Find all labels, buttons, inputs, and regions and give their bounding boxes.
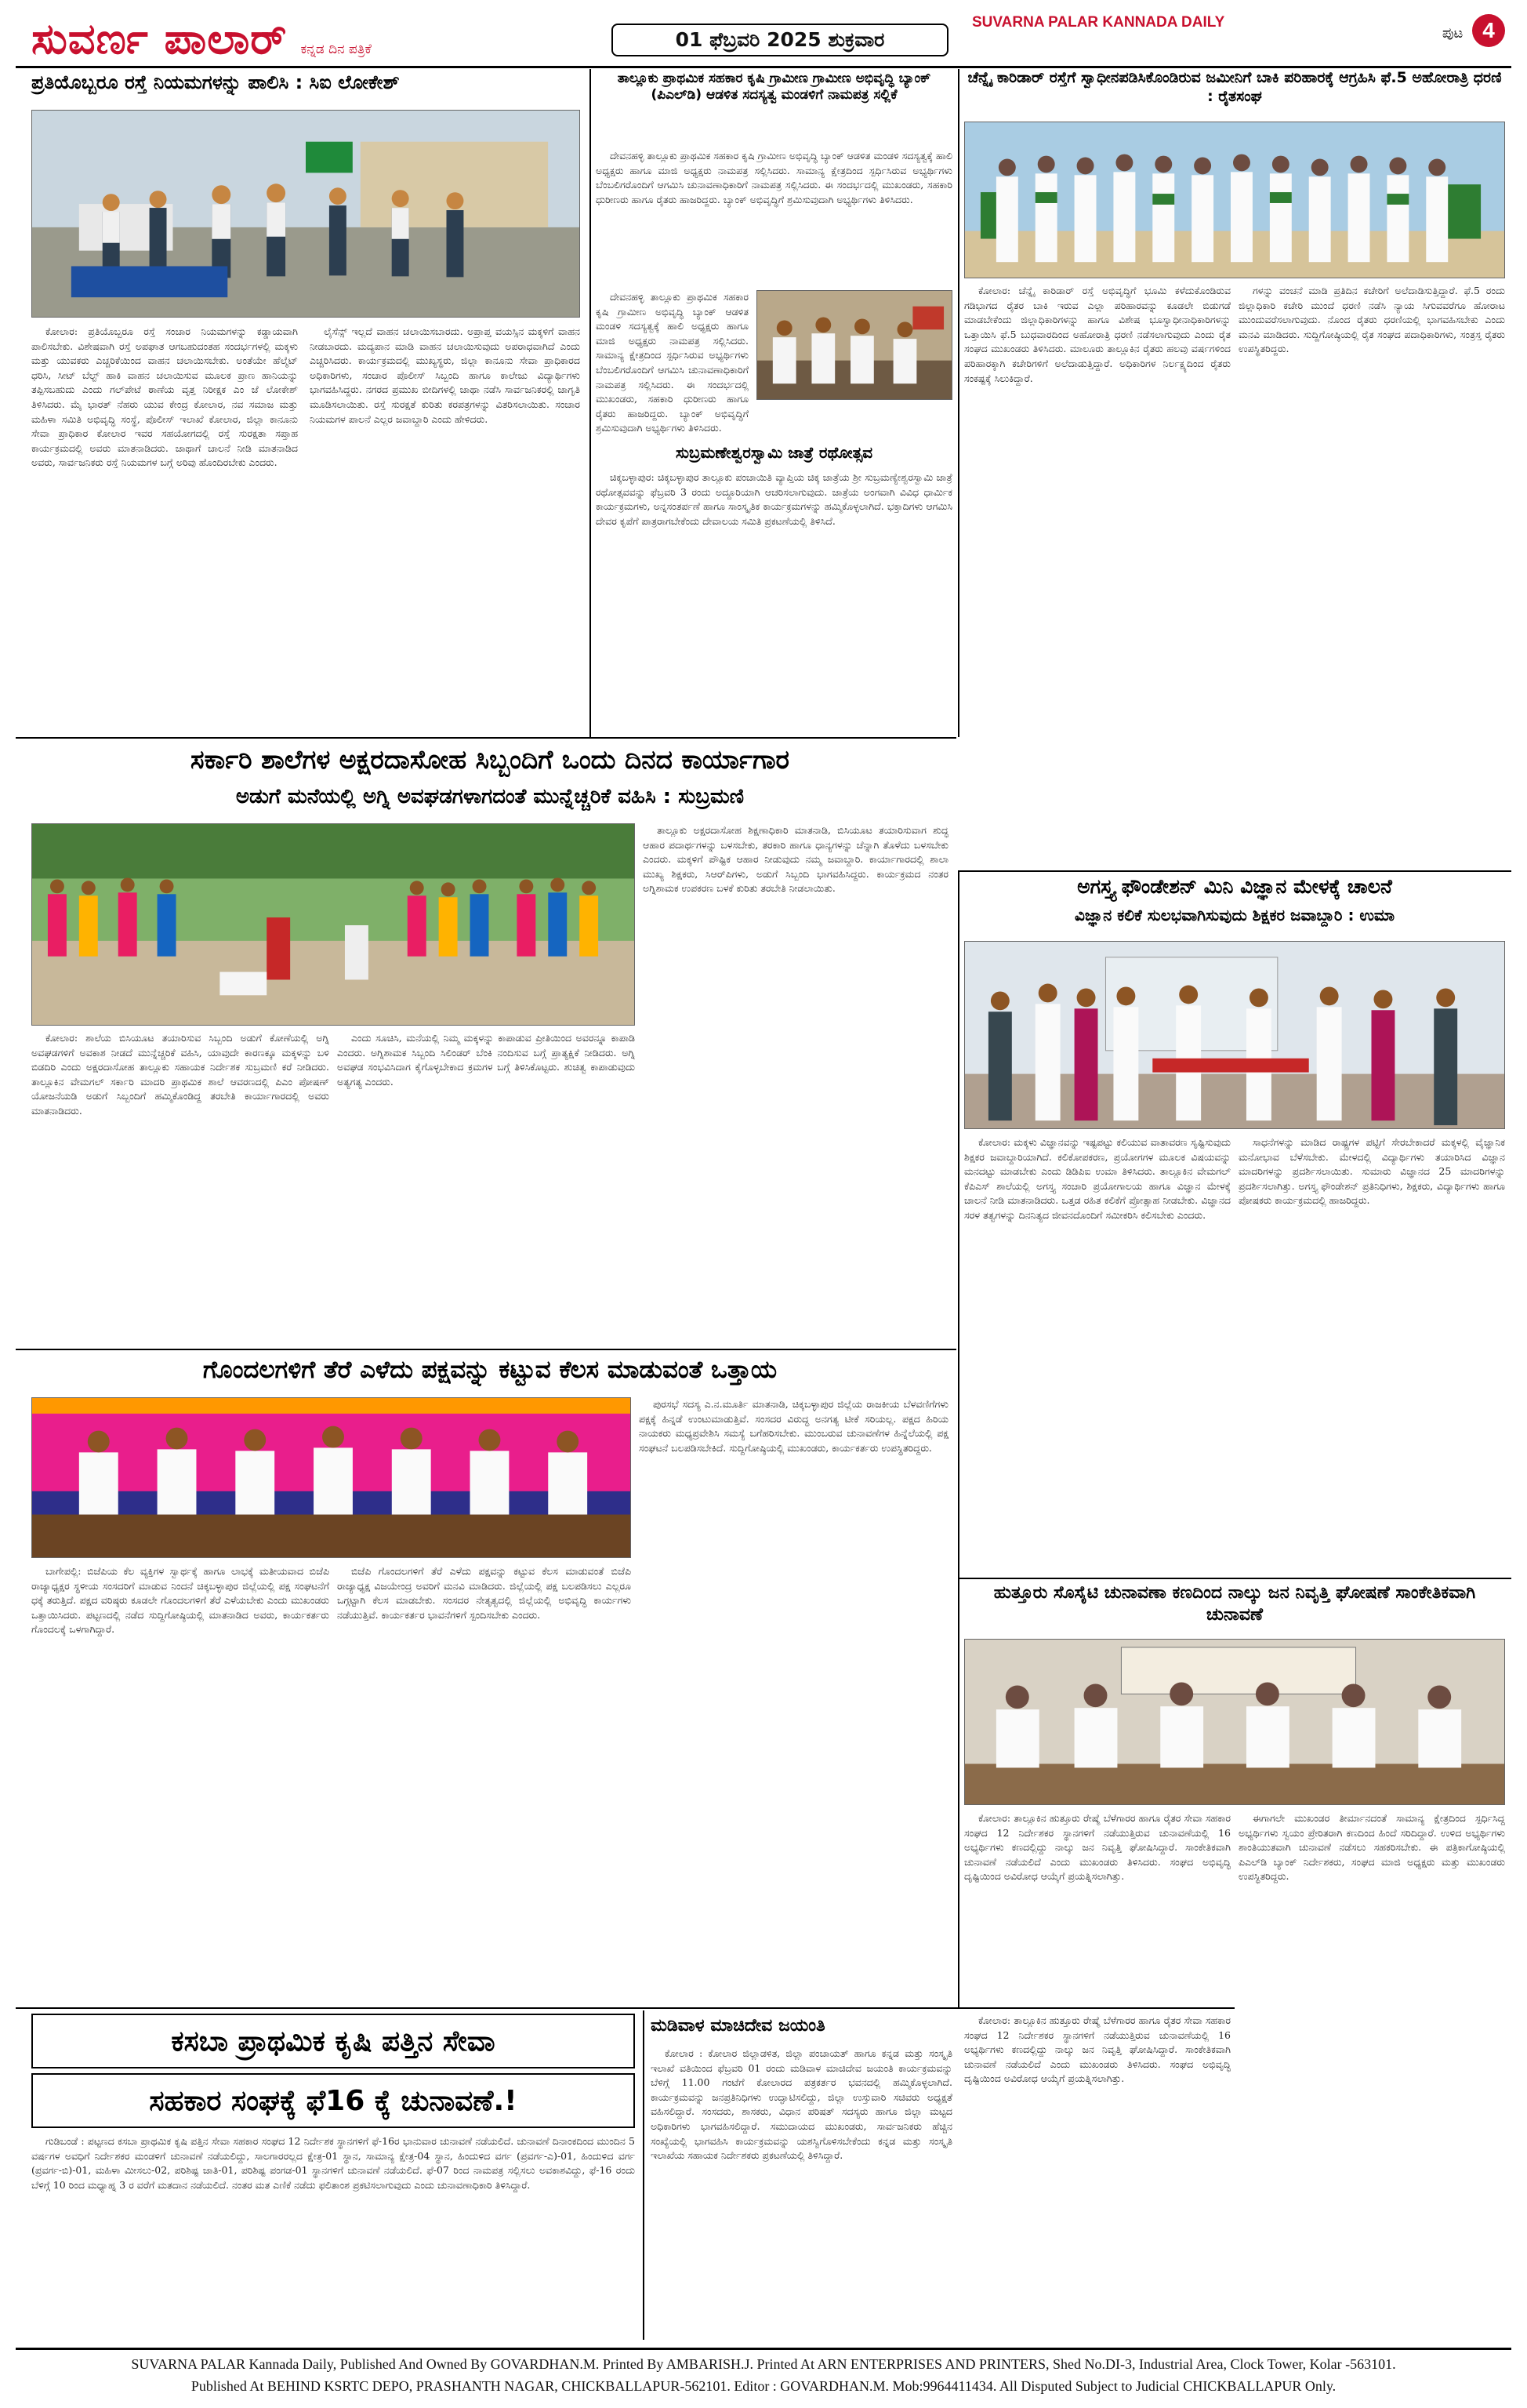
page-label: ಪುಟ: [1442, 25, 1464, 42]
bjp-paragraph: ಬಾಗೇಪಲ್ಲಿ: ಬಿಜೆಪಿಯ ಕೆಲ ವ್ಯಕ್ತಿಗಳ ಸ್ವಾರ್ಥಕ್ಕೆ ಹಾಗೂ ಲಾಭಕ್ಕೆ ಮತೀಯವಾದ ಬಿಜೆಪಿ ರಾಜ್ಯಾಧ್ಯಕ್ಷರ ಸ್ಥಳೀಯ ಸಂಸದರಿಗೆ ಮಾಡುವ ನಿಂದನೆ ಚಿಕ್ಕಬಳ್ಳಾಪುರ ಜಿಲ್ಲೆಯಲ್ಲಿ ಪಕ್ಷ ಸಂಘಟನೆಗೆ ಧಕ್ಕೆ ತರುತ್ತಿದೆ. ಪಕ್ಷದ ವರಿಷ್ಠರು ಕೂಡಲೇ ಗೊಂದಲಗಳಿಗೆ ತೆರೆ ಎಳೆಯಬೇಕು ಎಂದು ಮುಖಂಡರು ಒತ್ತಾಯಿಸಿದರು. ಪಟ್ಟಣದಲ್ಲಿ ನಡೆದ ಸುದ್ದಿಗೋಷ್ಠಿಯಲ್ಲಿ ಮಾತನಾಡಿದ ಅವರು, ಕಾರ್ಯಕರ್ತರು ಗೊಂದಲಕ್ಕೆ ಒಳಗಾಗಿದ್ದಾರೆ.: [31, 1565, 329, 1636]
imprint-footer: [16, 2348, 1511, 2399]
agastya-paragraph: ಸಾಧನೆಗಳನ್ನು ಮಾಡಿದ ರಾಷ್ಟ್ರಗಳ ಪಟ್ಟಿಗೆ ಸೇರಬೇಕಾದರೆ ಮಕ್ಕಳಲ್ಲಿ ವೈಜ್ಞಾನಿಕ ಮನೋಭಾವ ಬೆಳೆಸಬೇಕು. ಮೇಳದಲ್ಲಿ ವಿದ್ಯಾರ್ಥಿಗಳು ತಯಾರಿಸಿದ ವಿಜ್ಞಾನ ಮಾದರಿಗಳನ್ನು ಪ್ರದರ್ಶಿಸಲಾಯಿತು. ಸುಮಾರು ವಿಜ್ಞಾನದ 25 ಮಾದರಿಗಳನ್ನು ಪ್ರದರ್ಶಿಸಲಾಗಿತ್ತು. ಅಗಸ್ತ್ಯ ಫೌಂಡೇಶನ್ ಪ್ರತಿನಿಧಿಗಳು, ಶಿಕ್ಷಕರು, ವಿದ್ಯಾರ್ಥಿಗಳು ಹಾಗೂ ಪೋಷಕರು ಕಾರ್ಯಕ್ರಮದಲ್ಲಿ ಹಾಜರಿದ್ದರು.: [1239, 1136, 1505, 1207]
farmers-photo: [964, 122, 1505, 278]
masthead-right: [972, 14, 1505, 61]
farmers-paragraph: ಗಳನ್ನು ವಂಚನೆ ಮಾಡಿ ಪ್ರತಿದಿನ ಕಚೇರಿಗೆ ಅಲೆದಾಡಿಸುತ್ತಿದ್ದಾರೆ. ಫೆ.5 ರಂದು ಜಿಲ್ಲಾಧಿಕಾರಿ ಕಚೇರಿ ಮುಂದೆ ಧರಣಿ ನಡೆಸಿ ನ್ಯಾಯ ಸಿಗುವವರೆಗೂ ಹೋರಾಟ ಮುಂದುವರೆಸಲಾಗುವುದು. ನೊಂದ ರೈತರು ಧರಣಿಯಲ್ಲಿ ಭಾಗವಹಿಸಬೇಕು ಎಂದು ಮನವಿ ಮಾಡಿದರು. ಸುದ್ದಿಗೋಷ್ಠಿಯಲ್ಲಿ ರೈತ ಸಂಘದ ಪದಾಧಿಕಾರಿಗಳು, ಸಂತ್ರಸ್ತ ರೈತರು ಉಪಸ್ಥಿತರಿದ್ದರು.: [1239, 285, 1505, 355]
agastya-subheadline: ವಿಜ್ಞಾನ ಕಲಿಕೆ ಸುಲಭವಾಗಿಸುವುದು ಶಿಕ್ಷಕರ ಜವಾಬ್ದಾರಿ : ಉಮಾ: [1074, 906, 1395, 924]
police-paragraph: ಲೈಸೆನ್ಸ್ ಇಲ್ಲದೆ ವಾಹನ ಚಲಾಯಿಸಬಾರದು. ಅಪ್ರಾಪ್ತ ವಯಸ್ಸಿನ ಮಕ್ಕಳಿಗೆ ವಾಹನ ನೀಡಬಾರದು. ಮದ್ಯಪಾನ ಮಾಡಿ ವಾಹನ ಚಲಾಯಿಸುವುದು ಅಪರಾಧವಾಗಿದೆ ಎಂದು ಎಚ್ಚರಿಸಿದರು. ಕಾರ್ಯಕ್ರಮದಲ್ಲಿ ಮುಖ್ಯಸ್ಥರು, ಜಿಲ್ಲಾ ಕಾನೂನು ಸೇವಾ ಪ್ರಾಧಿಕಾರದ ಅಧಿಕಾರಿಗಳು, ಸಂಚಾರ ಪೊಲೀಸ್ ಸಿಬ್ಬಂದಿ ಹಾಗೂ ಕಾಲೇಜು ವಿದ್ಯಾರ್ಥಿಗಳು ಭಾಗವಹಿಸಿದ್ದರು. ನಗರದ ಪ್ರಮುಖ ಬೀದಿಗಳಲ್ಲಿ ಜಾಥಾ ನಡೆಸಿ ಸಾರ್ವಜನಿಕರಲ್ಲಿ ಜಾಗೃತಿ ಮೂಡಿಸಲಾಯಿತು. ರಸ್ತೆ ಸುರಕ್ಷತೆ ಕುರಿತು ಕರಪತ್ರಗಳನ್ನು ವಿತರಿಸಲಾಯಿತು. ಸಂಚಾರ ನಿಯಮಗಳ ಪಾಲನೆ ಎಲ್ಲರ ಜವಾಬ್ದಾರಿ ಎಂದು ಹೇಳಿದರು.: [310, 325, 580, 425]
farmers-photo-illustration: [965, 122, 1504, 278]
agastya-photo-illustration: [965, 942, 1504, 1128]
column-divider: [643, 2010, 644, 2340]
imprint-line-1: SUVARNA PALAR Kannada Daily, Published And Owned By GOVARDHAN.M. Printed By AMBARISH.J. Printed At ARN ENTERPRISES AND PRINTERS, Shed No.DI-3, Industrial Area, Clock Tower, Kolar -563101.: [131, 2356, 1396, 2372]
page-indicator: [1442, 14, 1505, 47]
coop-headline: ತಾಲ್ಲೂಕು ಪ್ರಾಥಮಿಕ ಸಹಕಾರ ಕೃಷಿ ಗ್ರಾಮೀಣ ಗ್ರಾಮೀಣ ಅಭಿವೃದ್ಧಿ ಬ್ಯಾಂಕ್ (ಪಿಎಲ್‌ಡಿ) ಆಡಳಿತ ಸದಸ್ಯತ್ವ ಮಂಡಳಿಗೆ ನಾಮಪತ್ರ ಸಲ್ಲಿಕೆ: [617, 71, 931, 104]
school-subheadline: ಅಡುಗೆ ಮನೆಯಲ್ಲಿ ಅಗ್ನಿ ಅವಘಡಗಳಾಗದಂತೆ ಮುನ್ನೆಚ್ಚರಿಕೆ ವಹಿಸಿ : ಸುಬ್ರಮಣಿ: [235, 785, 745, 808]
coop-photo: [756, 290, 952, 400]
kasaba-subheadline: ಸಹಕಾರ ಸಂಘಕ್ಕೆ ಫೆ16 ಕ್ಕೆ ಚುನಾವಣೆ.!: [31, 2073, 635, 2128]
police-body-col2: [310, 325, 580, 732]
coop-paragraph: ದೇವನಹಳ್ಳಿ ತಾಲ್ಲೂಕು ಪ್ರಾಥಮಿಕ ಸಹಕಾರ ಕೃಷಿ ಗ್ರಾಮೀಣ ಅಭಿವೃದ್ಧಿ ಬ್ಯಾಂಕ್ ಆಡಳಿತ ಮಂಡಳಿ ಸದಸ್ಯತ್ವಕ್ಕೆ ಹಾಲಿ ಅಧ್ಯಕ್ಷರು ಹಾಗೂ ಮಾಜಿ ಅಧ್ಯಕ್ಷರು ನಾಮಪತ್ರ ಸಲ್ಲಿಸಿದರು. ಸಾಮಾನ್ಯ ಕ್ಷೇತ್ರದಿಂದ ಸ್ಪರ್ಧಿಸಿರುವ ಅಭ್ಯರ್ಥಿಗಳು ಬೆಂಬಲಿಗರೊಂದಿಗೆ ಆಗಮಿಸಿ ಚುನಾವಣಾಧಿಕಾರಿಗೆ ನಾಮಪತ್ರ ಸಲ್ಲಿಸಿದರು. ಈ ಸಂದರ್ಭದಲ್ಲಿ ಮುಖಂಡರು, ಸಹಕಾರಿ ಧುರೀಣರು ಹಾಗೂ ರೈತರು ಹಾಜರಿದ್ದರು. ಬ್ಯಾಂಕ್ ಅಭಿವೃದ್ಧಿಗೆ ಶ್ರಮಿಸುವುದಾಗಿ ಅಭ್ಯರ್ಥಿಗಳು ತಿಳಿಸಿದರು.: [596, 150, 952, 205]
masthead-rule: [16, 66, 1511, 68]
bjp-body-col2: [337, 1564, 631, 2001]
hutturu-photo-illustration: [965, 1640, 1504, 1804]
paper-english-name: SUVARNA PALAR KANNADA DAILY: [972, 14, 1225, 31]
farmers-headline: ಚೆನ್ನೈ ಕಾರಿಡಾರ್ ರಸ್ತೆಗೆ ಸ್ವಾಧೀನಪಡಿಸಿಕೊಂಡಿರುವ ಜಮೀನಿಗೆ ಬಾಕಿ ಪರಿಹಾರಕ್ಕೆ ಆಗ್ರಹಿಸಿ ಫೆ.5 ಅಹೋರಾತ್ರಿ ಧರಣಿ : ರೈತಸಂಘ: [967, 69, 1502, 105]
paper-tagline: ಕನ್ನಡ ದಿನ ಪತ್ರಿಕೆ: [300, 42, 372, 57]
farmers-paragraph: ಕೋಲಾರ: ಚೆನ್ನೈ ಕಾರಿಡಾರ್ ರಸ್ತೆ ಅಭಿವೃದ್ಧಿಗೆ ಭೂಮಿ ಕಳೆದುಕೊಂಡಿರುವ ಗಡಿಭಾಗದ ರೈತರ ಬಾಕಿ ಇರುವ ಎಲ್ಲಾ ಪರಿಹಾರವನ್ನು ಕೂಡಲೇ ಬಿಡುಗಡೆ ಮಾಡಬೇಕೆಂದು ಜಿಲ್ಲಾಧಿಕಾರಿಗಳನ್ನು ಹಾಗೂ ವಿಶೇಷ ಭೂಸ್ವಾಧೀನಾಧಿಕಾರಿಗಳನ್ನು ಒತ್ತಾಯಿಸಿ ಫೆ.5 ಬುಧವಾರದಿಂದ ಅಹೋರಾತ್ರಿ ಧರಣಿ ನಡೆಸಲಾಗುವುದು ಎಂದು ರೈತ ಸಂಘದ ಮುಖಂಡರು ತಿಳಿಸಿದರು. ಮಾಲೂರು ತಾಲ್ಲೂಕಿನ ರೈತರು ಹಲವು ವರ್ಷಗಳಿಂದ ಪರಿಹಾರಕ್ಕಾಗಿ ಕಚೇರಿಗಳಿಗೆ ಅಲೆದಾಡುತ್ತಿದ್ದಾರೆ. ಅಧಿಕಾರಿಗಳ ನಿರ್ಲಕ್ಷ್ಯದಿಂದ ರೈತರು ಸಂಕಷ್ಟಕ್ಕೆ ಸಿಲುಕಿದ್ದಾರೆ.: [964, 285, 1231, 384]
madivala-body: [651, 2047, 952, 2341]
farmers-body-col1: [964, 284, 1231, 735]
bjp-photo: [31, 1397, 631, 1558]
hutturu-body-col1: [964, 1811, 1231, 2003]
school-body-col1: [31, 1031, 329, 1345]
temple-paragraph: ಚಿಕ್ಕಬಳ್ಳಾಪುರ: ಚಿಕ್ಕಬಳ್ಳಾಪುರ ತಾಲ್ಲೂಕು ಪಂಚಾಯಿತಿ ವ್ಯಾಪ್ತಿಯ ಚಿಕ್ಕ ಜಾತ್ರೆಯ ಶ್ರೀ ಸುಬ್ರಮಣ್ಯೇಶ್ವರಸ್ವಾಮಿ ಜಾತ್ರೆ ರಥೋತ್ಸವವನ್ನು ಫೆಬ್ರವರಿ 3 ರಂದು ಅದ್ದೂರಿಯಾಗಿ ಆಚರಿಸಲಾಗುವುದು. ಜಾತ್ರೆಯ ಅಂಗವಾಗಿ ವಿವಿಧ ಧಾರ್ಮಿಕ ಕಾರ್ಯಕ್ರಮಗಳು, ಅನ್ನಸಂತರ್ಪಣೆ ಹಾಗೂ ಸಾಂಸ್ಕೃತಿಕ ಕಾರ್ಯಕ್ರಮಗಳನ್ನು ಹಮ್ಮಿಕೊಳ್ಳಲಾಗಿದೆ. ಭಕ್ತಾದಿಗಳು ಆಗಮಿಸಿ ದೇವರ ಕೃಪೆಗೆ ಪಾತ್ರರಾಗಬೇಕೆಂದು ದೇವಾಲಯ ಸಮಿತಿ ಪ್ರಕಟಣೆಯಲ್ಲಿ ತಿಳಿಸಿದೆ.: [596, 471, 952, 527]
hutturu-body-col1-cont: [964, 2014, 1231, 2339]
hutturu-paragraph: ಕೋಲಾರ: ತಾಲ್ಲೂಕಿನ ಹುತ್ತೂರು ರೇಷ್ಮೆ ಬೆಳೆಗಾರರ ಹಾಗೂ ರೈತರ ಸೇವಾ ಸಹಕಾರ ಸಂಘದ 12 ನಿರ್ದೇಶಕರ ಸ್ಥಾನಗಳಿಗೆ ನಡೆಯುತ್ತಿರುವ ಚುನಾವಣೆಯಲ್ಲಿ 16 ಅಭ್ಯರ್ಥಿಗಳು ಕಣದಲ್ಲಿದ್ದು ನಾಲ್ಕು ಜನ ನಿವೃತ್ತಿ ಘೋಷಿಸಿದ್ದಾರೆ. ಸಾಂಕೇತಿಕವಾಗಿ ಚುನಾವಣೆ ನಡೆಯಲಿದೆ ಎಂದು ಮುಖಂಡರು ತಿಳಿಸಿದರು. ಸಂಘದ ಅಭಿವೃದ್ಧಿ ದೃಷ್ಟಿಯಿಂದ ಅವಿರೋಧ ಆಯ್ಕೆಗೆ ಪ್ರಯತ್ನಿಸಲಾಗಿತ್ತು.: [964, 2014, 1231, 2085]
agastya-body-col2: [1239, 1135, 1505, 1574]
hutturu-paragraph: ಈಗಾಗಲೇ ಮುಖಂಡರ ತೀರ್ಮಾನದಂತೆ ಸಾಮಾನ್ಯ ಕ್ಷೇತ್ರದಿಂದ ಸ್ಪರ್ಧಿಸಿದ್ದ ಅಭ್ಯರ್ಥಿಗಳು ಸ್ವಯಂ ಪ್ರೇರಿತರಾಗಿ ಕಣದಿಂದ ಹಿಂದೆ ಸರಿದಿದ್ದಾರೆ. ಉಳಿದ ಅಭ್ಯರ್ಥಿಗಳು ಶಾಂತಿಯುತವಾಗಿ ಚುನಾವಣೆ ನಡೆಸಲು ಸಹಕರಿಸಬೇಕು. ಈ ಪತ್ರಿಕಾಗೋಷ್ಠಿಯಲ್ಲಿ ಪಿಎಲ್‌ಡಿ ಬ್ಯಾಂಕ್ ನಿರ್ದೇಶಕರು, ಸಂಘದ ಮಾಜಿ ಅಧ್ಯಕ್ಷರು ಮತ್ತು ಮುಖಂಡರು ಉಪಸ್ಥಿತರಿದ್ದರು.: [1239, 1812, 1505, 1883]
school-paragraph: ಕೋಲಾರ: ಶಾಲೆಯ ಬಿಸಿಯೂಟ ತಯಾರಿಸುವ ಸಿಬ್ಬಂದಿ ಅಡುಗೆ ಕೋಣೆಯಲ್ಲಿ ಅಗ್ನಿ ಅವಘಡಗಳಿಗೆ ಅವಕಾಶ ನೀಡದೆ ಮುನ್ನೆಚ್ಚರಿಕೆ ವಹಿಸಿ, ಯಾವುದೇ ಕಾರಣಕ್ಕೂ ಮಕ್ಕಳನ್ನು ಬಳಿ ಬಿಡದಿರಿ ಎಂದು ಅಕ್ಷರದಾಸೋಹ ತಾಲ್ಲೂಕು ಸಹಾಯಕ ನಿರ್ದೇಶಕ ಸುಬ್ರಮಣಿ ಕರೆ ನೀಡಿದರು. ತಾಲ್ಲೂಕಿನ ವೇಮಗಲ್ ಸರ್ಕಾರಿ ಮಾದರಿ ಪ್ರಾಥಮಿಕ ಶಾಲೆ ಆವರಣದಲ್ಲಿ ಪಿಎಂ ಪೋಷಣ್ ಯೋಜನೆಯಡಿ ಅಡುಗೆ ಸಿಬ್ಬಂದಿಗೆ ಹಮ್ಮಿಕೊಂಡಿದ್ದ ತರಬೇತಿ ಕಾರ್ಯಾಗಾರದಲ್ಲಿ ಅವರು ಮಾತನಾಡಿದರು.: [31, 1032, 329, 1117]
paper-name: ಸುವರ್ಣ ಪಾಲಾರ್: [31, 14, 288, 64]
police-photo: [31, 110, 580, 318]
coop-paragraph: ದೇವನಹಳ್ಳಿ ತಾಲ್ಲೂಕು ಪ್ರಾಥಮಿಕ ಸಹಕಾರ ಕೃಷಿ ಗ್ರಾಮೀಣ ಅಭಿವೃದ್ಧಿ ಬ್ಯಾಂಕ್ ಆಡಳಿತ ಮಂಡಳಿ ಸದಸ್ಯತ್ವಕ್ಕೆ ಹಾಲಿ ಅಧ್ಯಕ್ಷರು ಹಾಗೂ ಮಾಜಿ ಅಧ್ಯಕ್ಷರು ನಾಮಪತ್ರ ಸಲ್ಲಿಸಿದರು. ಸಾಮಾನ್ಯ ಕ್ಷೇತ್ರದಿಂದ ಸ್ಪರ್ಧಿಸಿರುವ ಅಭ್ಯರ್ಥಿಗಳು ಬೆಂಬಲಿಗರೊಂದಿಗೆ ಆಗಮಿಸಿ ಚುನಾವಣಾಧಿಕಾರಿಗೆ ನಾಮಪತ್ರ ಸಲ್ಲಿಸಿದರು. ಈ ಸಂದರ್ಭದಲ್ಲಿ ಮುಖಂಡರು, ಸಹಕಾರಿ ಧುರೀಣರು ಹಾಗೂ ರೈತರು ಹಾಜರಿದ್ದರು. ಬ್ಯಾಂಕ್ ಅಭಿವೃದ್ಧಿಗೆ ಶ್ರಮಿಸುವುದಾಗಿ ಅಭ್ಯರ್ಥಿಗಳು ತಿಳಿಸಿದರು.: [596, 291, 749, 434]
school-paragraph: ಎಂದು ಸೂಚಿಸಿ, ಮನೆಯಲ್ಲಿ ನಿಮ್ಮ ಮಕ್ಕಳನ್ನು ಕಾಪಾಡುವ ಪ್ರೀತಿಯಿಂದ ಅವರನ್ನೂ ಕಾಪಾಡಿ ಎಂದರು. ಅಗ್ನಿಶಾಮಕ ಸಿಬ್ಬಂದಿ ಸಿಲಿಂಡರ್ ಬೆಂಕಿ ನಂದಿಸುವ ಬಗ್ಗೆ ಪ್ರಾತ್ಯಕ್ಷಿಕೆ ನೀಡಿದರು. ಅಗ್ನಿ ಅವಘಡ ಸಂಭವಿಸಿದಾಗ ಕೈಗೊಳ್ಳಬೇಕಾದ ಕ್ರಮಗಳ ಬಗ್ಗೆ ತಿಳಿಸಿಕೊಟ್ಟರು. ಶುಚಿತ್ವ ಕಾಪಾಡುವುದು ಅತ್ಯಗತ್ಯ ಎಂದರು.: [337, 1032, 635, 1088]
school-photo-illustration: [32, 824, 634, 1025]
bjp-paragraph: ಬಿಜೆಪಿ ಗೊಂದಲಗಳಿಗೆ ತೆರೆ ಎಳೆದು ಪಕ್ಷವನ್ನು ಕಟ್ಟುವ ಕೆಲಸ ಮಾಡುವಂತೆ ಬಿಜೆಪಿ ರಾಜ್ಯಾಧ್ಯಕ್ಷ ವಿಜಯೇಂದ್ರ ಅವರಿಗೆ ಮನವಿ ಮಾಡಿದರು. ಜಿಲ್ಲೆಯಲ್ಲಿ ಪಕ್ಷ ಬಲಪಡಿಸಲು ಎಲ್ಲರೂ ಒಗ್ಗಟ್ಟಾಗಿ ಕೆಲಸ ಮಾಡಬೇಕು. ಸಂಸದರ ನೇತೃತ್ವದಲ್ಲಿ ಜಿಲ್ಲೆಯಲ್ಲಿ ಅಭಿವೃದ್ಧಿ ಕಾರ್ಯಗಳು ನಡೆಯುತ್ತಿವೆ. ಕಾರ್ಯಕರ್ತರ ಭಾವನೆಗಳಿಗೆ ಸ್ಪಂದಿಸಬೇಕು ಎಂದರು.: [337, 1565, 631, 1621]
school-headline: ಸರ್ಕಾರಿ ಶಾಲೆಗಳ ಅಕ್ಷರದಾಸೋಹ ಸಿಬ್ಬಂದಿಗೆ ಒಂದು ದಿನದ ಕಾರ್ಯಾಗಾರ: [190, 744, 789, 775]
police-body-col1: [31, 325, 298, 732]
kasaba-body: [31, 2134, 635, 2342]
coop-photo-illustration: [757, 291, 952, 399]
police-paragraph: ಕೋಲಾರ: ಪ್ರತಿಯೊಬ್ಬರೂ ರಸ್ತೆ ಸಂಚಾರ ನಿಯಮಗಳನ್ನು ಕಡ್ಡಾಯವಾಗಿ ಪಾಲಿಸಬೇಕು. ವಿಶೇಷವಾಗಿ ರಸ್ತೆ ಅಪಘಾತ ಆಗಬಹುದಂತಹ ಸಂದರ್ಭಗಳಲ್ಲಿ ಮಕ್ಕಳು ಮತ್ತು ಯುವಕರು ಎಚ್ಚರಿಕೆಯಿಂದ ವಾಹನ ಚಲಾಯಿಸಬೇಕು. ಅಂತೆಯೇ ಹೆಲ್ಮೆಟ್ ಧರಿಸಿ, ಸೀಟ್ ಬೆಲ್ಟ್ ಹಾಕಿ ವಾಹನ ಚಲಾಯಿಸುವ ಮೂಲಕ ಪ್ರಾಣ ಹಾನಿಯನ್ನು ತಪ್ಪಿಸಬಹುದು ಎಂದು ಗಲ್‌ಪೇಟೆ ಠಾಣೆಯ ವೃತ್ತ ನಿರೀಕ್ಷಕ ಎಂ ಜೆ ಲೋಕೇಶ್ ತಿಳಿಸಿದರು. ಮೈ ಭಾರತ್ ನೆಹರು ಯುವ ಕೇಂದ್ರ ಕೋಲಾರ, ನವ ಸಮಾಜ ಮತ್ತು ಮಹಿಳಾ ಸಮಿತಿ ಅಭಿವೃದ್ಧಿ ಸಂಸ್ಥೆ, ಪೊಲೀಸ್ ಇಲಾಖೆ ಕೋಲಾರ, ಜಿಲ್ಲಾ ಕಾನೂನು ಸೇವಾ ಪ್ರಾಧಿಕಾರ ಕೋಲಾರ ಇವರ ಸಹಯೋಗದಲ್ಲಿ ರಸ್ತೆ ಸುರಕ್ಷತಾ ಸಪ್ತಾಹ ಕಾರ್ಯಕ್ರಮದಲ್ಲಿ ಅವರು ಮಾತನಾಡಿದರು. ಜಾಥಾಗೆ ಚಾಲನೆ ನೀಡಿ ಮಾತನಾಡಿದ ಅವರು, ಸಾರ್ವಜನಿಕರು ರಸ್ತೆ ನಿಯಮಗಳ ಬಗ್ಗೆ ಅರಿವು ಹೊಂದಿರಬೇಕು ಎಂದರು.: [31, 325, 298, 469]
farmers-body-col2: [1239, 284, 1505, 735]
bjp-headline: ಗೊಂದಲಗಳಿಗೆ ತೆರೆ ಎಳೆದು ಪಕ್ಷವನ್ನು ಕಟ್ಟುವ ಕೆಲಸ ಮಾಡುವಂತೆ ಒತ್ತಾಯ: [202, 1356, 778, 1384]
page-number-badge: 4: [1472, 14, 1505, 47]
hutturu-photo: [964, 1639, 1505, 1805]
section-rule: [16, 1349, 956, 1350]
imprint-line-2: Published At BEHIND KSRTC DEPO, PRASHANTH NAGAR, CHICKBALLAPUR-562101. Editor : GOVARDHAN.M. Mob:9964411434. All Disputed Subject to Judicial CHICKBALLAPUR Only.: [190, 2378, 1337, 2394]
school-photo: [31, 823, 635, 1026]
section-rule: [16, 737, 956, 739]
coop-body-side: [596, 290, 749, 439]
hutturu-body-col2: [1239, 1811, 1505, 2337]
school-body-col3: [643, 823, 948, 1345]
madivala-paragraph: ಕೋಲಾರ : ಕೋಲಾರ ಜಿಲ್ಲಾಡಳಿತ, ಜಿಲ್ಲಾ ಪಂಚಾಯತ್ ಹಾಗೂ ಕನ್ನಡ ಮತ್ತು ಸಂಸ್ಕೃತಿ ಇಲಾಖೆ ವತಿಯಿಂದ ಫೆಬ್ರವರಿ 01 ರಂದು ಮಡಿವಾಳ ಮಾಚಿದೇವ ಜಯಂತಿ ಕಾರ್ಯಕ್ರಮವನ್ನು ಬೆಳಿಗ್ಗೆ 11.00 ಗಂಟೆಗೆ ಕೋಲಾರದ ಪತ್ರಕರ್ತರ ಭವನದಲ್ಲಿ ಹಮ್ಮಿಕೊಳ್ಳಲಾಗಿದೆ. ಕಾರ್ಯಕ್ರಮವನ್ನು ಜನಪ್ರತಿನಿಧಿಗಳು ಉದ್ಘಾಟಿಸಲಿದ್ದು, ಜಿಲ್ಲಾ ಉಸ್ತುವಾರಿ ಸಚಿವರು ಅಧ್ಯಕ್ಷತೆ ವಹಿಸಲಿದ್ದಾರೆ. ಸಂಸದರು, ಶಾಸಕರು, ವಿಧಾನ ಪರಿಷತ್ ಸದಸ್ಯರು ಹಾಗೂ ಜಿಲ್ಲಾ ಮಟ್ಟದ ಅಧಿಕಾರಿಗಳು ಭಾಗವಹಿಸಲಿದ್ದಾರೆ. ಸಮುದಾಯದ ಮುಖಂಡರು, ಸಾರ್ವಜನಿಕರು ಹೆಚ್ಚಿನ ಸಂಖ್ಯೆಯಲ್ಲಿ ಭಾಗವಹಿಸಿ ಕಾರ್ಯಕ್ರಮವನ್ನು ಯಶಸ್ವಿಗೊಳಿಸಬೇಕೆಂದು ಕನ್ನಡ ಮತ್ತು ಸಂಸ್ಕೃತಿ ಇಲಾಖೆಯ ಸಹಾಯಕ ನಿರ್ದೇಶಕರು ಪ್ರಕಟಣೆಯಲ್ಲಿ ತಿಳಿಸಿದ್ದಾರೆ.: [651, 2047, 952, 2162]
kasaba-headline: ಕಸಬಾ ಪ್ರಾಥಮಿಕ ಕೃಷಿ ಪತ್ತಿನ ಸೇವಾ: [31, 2014, 635, 2068]
temple-body: [596, 470, 952, 733]
bjp-body-col3: [639, 1397, 948, 2001]
school-body-col2: [337, 1031, 635, 1345]
hutturu-headline: ಹುತ್ತೂರು ಸೊಸೈಟಿ ಚುನಾವಣಾ ಕಣದಿಂದ ನಾಲ್ಕು ಜನ ನಿವೃತ್ತಿ ಘೋಷಣೆ ಸಾಂಕೇತಿಕವಾಗಿ ಚುನಾವಣೆ: [993, 1583, 1476, 1625]
column-divider: [958, 69, 959, 737]
agastya-photo: [964, 941, 1505, 1129]
madivala-headline: ಮಡಿವಾಳ ಮಾಚಿದೇವ ಜಯಂತಿ: [651, 2016, 825, 2036]
section-rule: [958, 1578, 1511, 1579]
bjp-photo-illustration: [32, 1398, 630, 1557]
bjp-body-col1: [31, 1564, 329, 2001]
kasaba-paragraph: ಗುಡಿಬಂಡೆ : ಪಟ್ಟಣದ ಕಸಬಾ ಪ್ರಾಥಮಿಕ ಕೃಷಿ ಪತ್ತಿನ ಸೇವಾ ಸಹಕಾರ ಸಂಘದ 12 ನಿರ್ದೇಶಕ ಸ್ಥಾನಗಳಿಗೆ ಫೆ-16ರ ಭಾನುವಾರ ಚುನಾವಣೆ ನಡೆಯಲಿದೆ. ಚುನಾವಣೆ ದಿನಾಂಕದಿಂದ ಮುಂದಿನ 5 ವರ್ಷಗಳ ಅವಧಿಗೆ ನಿರ್ದೇಶಕರ ಮಂಡಳಿಗೆ ಚುನಾವಣೆ ನಡೆಯಲಿದ್ದು, ಸಾಲಗಾರರಲ್ಲದ ಕ್ಷೇತ್ರ-01 ಸ್ಥಾನ, ಸಾಮಾನ್ಯ ಕ್ಷೇತ್ರ-04 ಸ್ಥಾನ, ಹಿಂದುಳಿದ ವರ್ಗ (ಪ್ರವರ್ಗ-ಎ)-01, ಹಿಂದುಳಿದ ವರ್ಗ (ಪ್ರವರ್ಗ-ಬಿ)-01, ಮಹಿಳಾ ಮೀಸಲು-02, ಪರಿಶಿಷ್ಟ ಜಾತಿ-01, ಪರಿಶಿಷ್ಟ ಪಂಗಡ-01 ಸ್ಥಾನಗಳಿಗೆ ಚುನಾವಣೆ ನಡೆಯಲಿದೆ. ಫೆ-07 ರಿಂದ ನಾಮಪತ್ರ ಸಲ್ಲಿಸಲು ಅವಕಾಶವಿದ್ದು, ಫೆ-16 ರಂದು ಬೆಳಿಗ್ಗೆ 10 ರಿಂದ ಮಧ್ಯಾಹ್ನ 3 ರ ವರೆಗೆ ಮತದಾನ ನಡೆಯಲಿದೆ. ನಂತರ ಮತ ಎಣಿಕೆ ನಡೆದು ಫಲಿತಾಂಶ ಪ್ರಕಟಿಸಲಾಗುವುದು ಎಂದು ಚುನಾವಣಾಧಿಕಾರಿ ತಿಳಿಸಿದ್ದಾರೆ.: [31, 2135, 635, 2191]
agastya-headline: ಅಗಸ್ತ್ಯ ಫೌಂಡೇಶನ್ ಮಿನಿ ವಿಜ್ಞಾನ ಮೇಳಕ್ಕೆ ಚಾಲನೆ: [1077, 875, 1392, 898]
dateline: 01 ಫೆಬ್ರವರಿ 2025 ಶುಕ್ರವಾರ: [611, 24, 948, 56]
temple-headline: ಸುಬ್ರಮಣೇಶ್ವರಸ್ವಾಮಿ ಜಾತ್ರೆ ರಥೋತ್ಸವ: [675, 443, 873, 462]
coop-body-top: [596, 149, 952, 286]
section-rule: [16, 2007, 1235, 2009]
agastya-paragraph: ಕೋಲಾರ: ಮಕ್ಕಳು ವಿಜ್ಞಾನವನ್ನು ಇಷ್ಟಪಟ್ಟು ಕಲಿಯುವ ವಾತಾವರಣ ಸೃಷ್ಟಿಸುವುದು ಶಿಕ್ಷಕರ ಜವಾಬ್ದಾರಿಯಾಗಿದೆ. ಕಲಿಕೋಪಕರಣ, ಪ್ರಯೋಗಗಳ ಮೂಲಕ ವಿಷಯವನ್ನು ಮನದಟ್ಟು ಮಾಡಬೇಕು ಎಂದು ಡಿಡಿಪಿಐ ಉಮಾ ತಿಳಿಸಿದರು. ತಾಲ್ಲೂಕಿನ ವೇಮಗಲ್ ಕೆಪಿಎಸ್ ಶಾಲೆಯಲ್ಲಿ ಅಗಸ್ತ್ಯ ಸಂಚಾರಿ ಪ್ರಯೋಗಾಲಯ ಹಾಗೂ ವಿಜ್ಞಾನ ಮೇಳಕ್ಕೆ ಚಾಲನೆ ನೀಡಿ ಮಾತನಾಡಿದರು. ಒತ್ತಡ ರಹಿತ ಕಲಿಕೆಗೆ ಪ್ರೋತ್ಸಾಹ ನೀಡಬೇಕು. ವಿಜ್ಞಾನದ ಸರಳ ತತ್ವಗಳನ್ನು ದಿನನಿತ್ಯದ ಜೀವನದೊಂದಿಗೆ ಸಮೀಕರಿಸಿ ಕಲಿಸಬೇಕು ಎಂದರು.: [964, 1136, 1231, 1221]
bjp-paragraph: ಪುರಸಭೆ ಸದಸ್ಯ ಎ.ನ.ಮೂರ್ತಿ ಮಾತನಾಡಿ, ಚಿಕ್ಕಬಳ್ಳಾಪುರ ಜಿಲ್ಲೆಯ ರಾಜಕೀಯ ಬೆಳವಣಿಗೆಗಳು ಪಕ್ಷಕ್ಕೆ ಹಿನ್ನಡೆ ಉಂಟುಮಾಡುತ್ತಿವೆ. ಸಂಸದರ ವಿರುದ್ಧ ಅನಗತ್ಯ ಟೀಕೆ ಸರಿಯಲ್ಲ. ಪಕ್ಷದ ಹಿರಿಯ ನಾಯಕರು ಮಧ್ಯಪ್ರವೇಶಿಸಿ ಸಮಸ್ಯೆ ಬಗೆಹರಿಸಬೇಕು. ಮುಂಬರುವ ಚುನಾವಣೆಗಳ ಹಿನ್ನೆಲೆಯಲ್ಲಿ ಪಕ್ಷ ಸಂಘಟನೆ ಬಲಪಡಿಸಬೇಕಿದೆ. ಸುದ್ದಿಗೋಷ್ಠಿಯಲ್ಲಿ ಮುಖಂಡರು, ಕಾರ್ಯಕರ್ತರು ಉಪಸ್ಥಿತರಿದ್ದರು.: [639, 1398, 948, 1454]
column-divider: [958, 870, 959, 2007]
school-paragraph: ತಾಲ್ಲೂಕು ಅಕ್ಷರದಾಸೋಹ ಶಿಕ್ಷಣಾಧಿಕಾರಿ ಮಾತನಾಡಿ, ಬಿಸಿಯೂಟ ತಯಾರಿಸುವಾಗ ಶುದ್ಧ ಆಹಾರ ಪದಾರ್ಥಗಳನ್ನು ಬಳಸಬೇಕು, ತರಕಾರಿ ಹಾಗೂ ಧಾನ್ಯಗಳನ್ನು ಚೆನ್ನಾಗಿ ತೊಳೆದು ಬಳಸಬೇಕು ಎಂದರು. ಮಕ್ಕಳಿಗೆ ಪೌಷ್ಟಿಕ ಆಹಾರ ನೀಡುವುದು ನಮ್ಮ ಜವಾಬ್ದಾರಿ. ಕಾರ್ಯಾಗಾರದಲ್ಲಿ ಶಾಲಾ ಮುಖ್ಯ ಶಿಕ್ಷಕರು, ಸಿಆರ್‌ಪಿಗಳು, ಅಡುಗೆ ಸಿಬ್ಬಂದಿ ಭಾಗವಹಿಸಿದ್ದರು. ಕಾರ್ಯಕ್ರಮದ ನಂತರ ಅಗ್ನಿಶಾಮಕ ಉಪಕರಣ ಬಳಕೆ ಕುರಿತು ತರಬೇತಿ ನೀಡಲಾಯಿತು.: [643, 824, 948, 895]
section-rule: [958, 870, 1511, 872]
police-photo-illustration: [32, 111, 579, 317]
hutturu-paragraph: ಕೋಲಾರ: ತಾಲ್ಲೂಕಿನ ಹುತ್ತೂರು ರೇಷ್ಮೆ ಬೆಳೆಗಾರರ ಹಾಗೂ ರೈತರ ಸೇವಾ ಸಹಕಾರ ಸಂಘದ 12 ನಿರ್ದೇಶಕರ ಸ್ಥಾನಗಳಿಗೆ ನಡೆಯುತ್ತಿರುವ ಚುನಾವಣೆಯಲ್ಲಿ 16 ಅಭ್ಯರ್ಥಿಗಳು ಕಣದಲ್ಲಿದ್ದು ನಾಲ್ಕು ಜನ ನಿವೃತ್ತಿ ಘೋಷಿಸಿದ್ದಾರೆ. ಸಾಂಕೇತಿಕವಾಗಿ ಚುನಾವಣೆ ನಡೆಯಲಿದೆ ಎಂದು ಮುಖಂಡರು ತಿಳಿಸಿದರು. ಸಂಘದ ಅಭಿವೃದ್ಧಿ ದೃಷ್ಟಿಯಿಂದ ಅವಿರೋಧ ಆಯ್ಕೆಗೆ ಪ್ರಯತ್ನಿಸಲಾಗಿತ್ತು.: [964, 1812, 1231, 1883]
masthead-logo: [31, 14, 572, 63]
column-divider: [589, 69, 591, 737]
police-headline: ಪ್ರತಿಯೊಬ್ಬರೂ ರಸ್ತೆ ನಿಯಮಗಳನ್ನು ಪಾಲಿಸಿ : ಸಿಐ ಲೋಕೇಶ್: [31, 71, 400, 93]
agastya-body-col1: [964, 1135, 1231, 1574]
